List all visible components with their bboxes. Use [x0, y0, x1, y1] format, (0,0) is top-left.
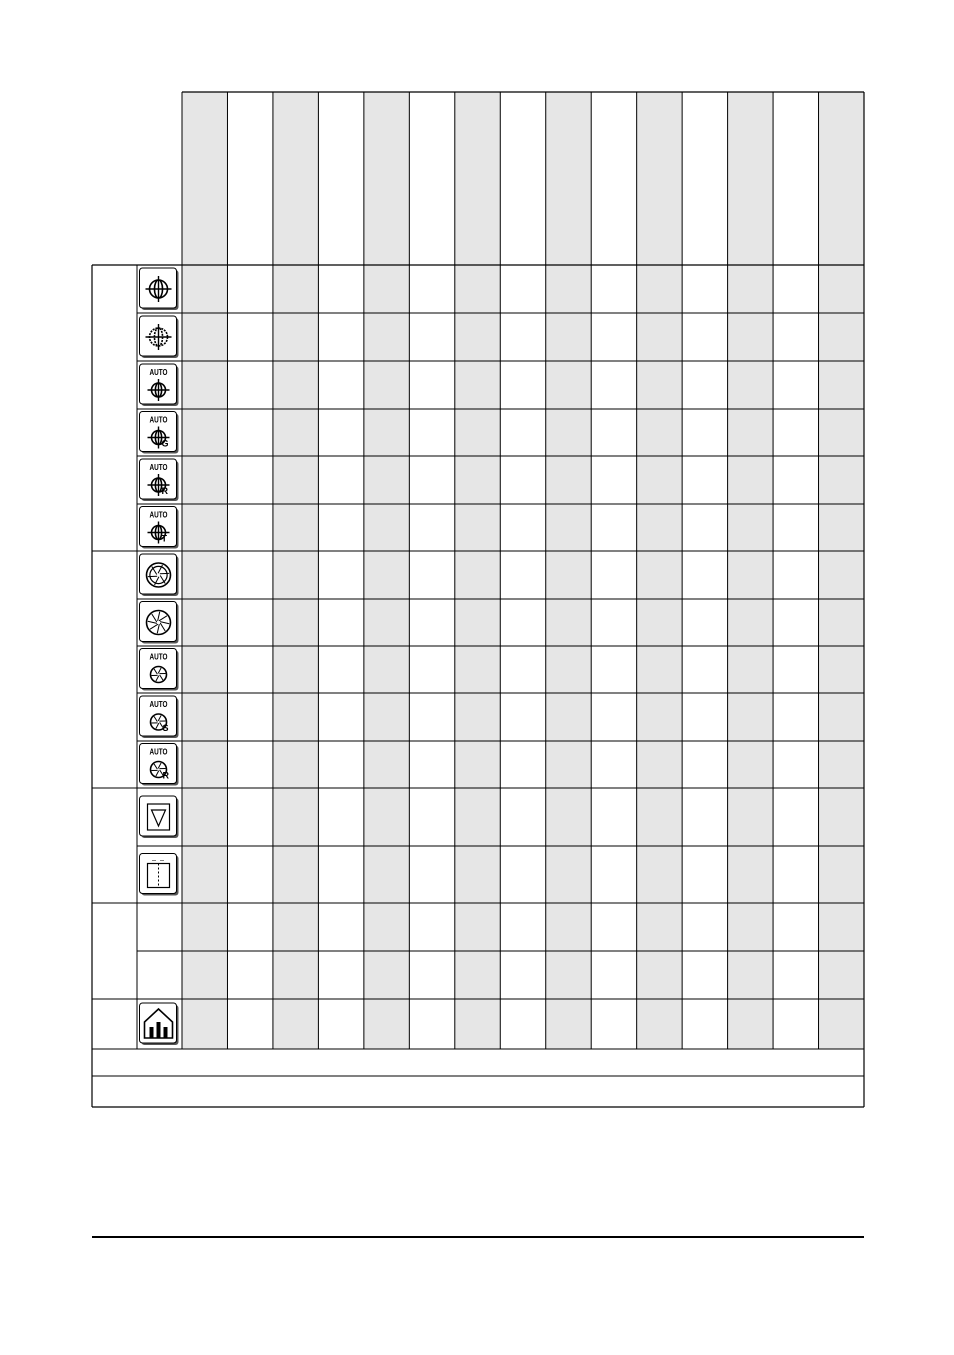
icon-suffix: R: [162, 486, 169, 496]
column-stripe: [546, 92, 591, 1049]
home-bar: [150, 1027, 154, 1038]
column-stripe: [364, 92, 409, 1049]
auto-aperture-r-icon: [140, 744, 179, 786]
aperture-icon: [140, 554, 179, 596]
dashed-frame-icon: [140, 854, 179, 896]
crosshair-dotted-icon: [140, 316, 179, 358]
auto-crosshair-icon: [140, 364, 179, 406]
auto-label: AUTO: [150, 462, 168, 472]
home-icon: [140, 1003, 179, 1045]
column-stripe: [273, 92, 318, 1049]
auto-label: AUTO: [150, 747, 168, 757]
auto-crosshair-g-icon: [140, 412, 179, 454]
icon-suffix: G: [162, 439, 169, 449]
auto-crosshair-t-icon: [140, 507, 179, 549]
home-bar: [164, 1027, 168, 1038]
icon-suffix: R: [163, 771, 170, 781]
icon-suffix: S: [163, 723, 169, 733]
auto-label: AUTO: [150, 415, 168, 425]
auto-aperture-icon: [140, 649, 179, 691]
auto-label: AUTO: [150, 367, 168, 377]
auto-label: AUTO: [150, 652, 168, 662]
auto-label: AUTO: [150, 699, 168, 709]
column-stripe: [182, 92, 227, 1049]
column-stripe: [728, 92, 773, 1049]
auto-label: AUTO: [150, 510, 168, 520]
column-stripe: [637, 92, 682, 1049]
column-stripe: [455, 92, 500, 1049]
icon-suffix: T: [162, 534, 168, 544]
auto-aperture-s-icon: [140, 696, 179, 738]
crosshair-icon: [140, 268, 179, 310]
home-bar: [157, 1022, 161, 1038]
bottom-rule: [92, 1236, 864, 1238]
aperture-open-icon: [140, 602, 179, 644]
triangle-frame-icon: [140, 796, 179, 838]
auto-crosshair-r-icon: [140, 459, 179, 501]
column-stripe: [819, 92, 864, 1049]
